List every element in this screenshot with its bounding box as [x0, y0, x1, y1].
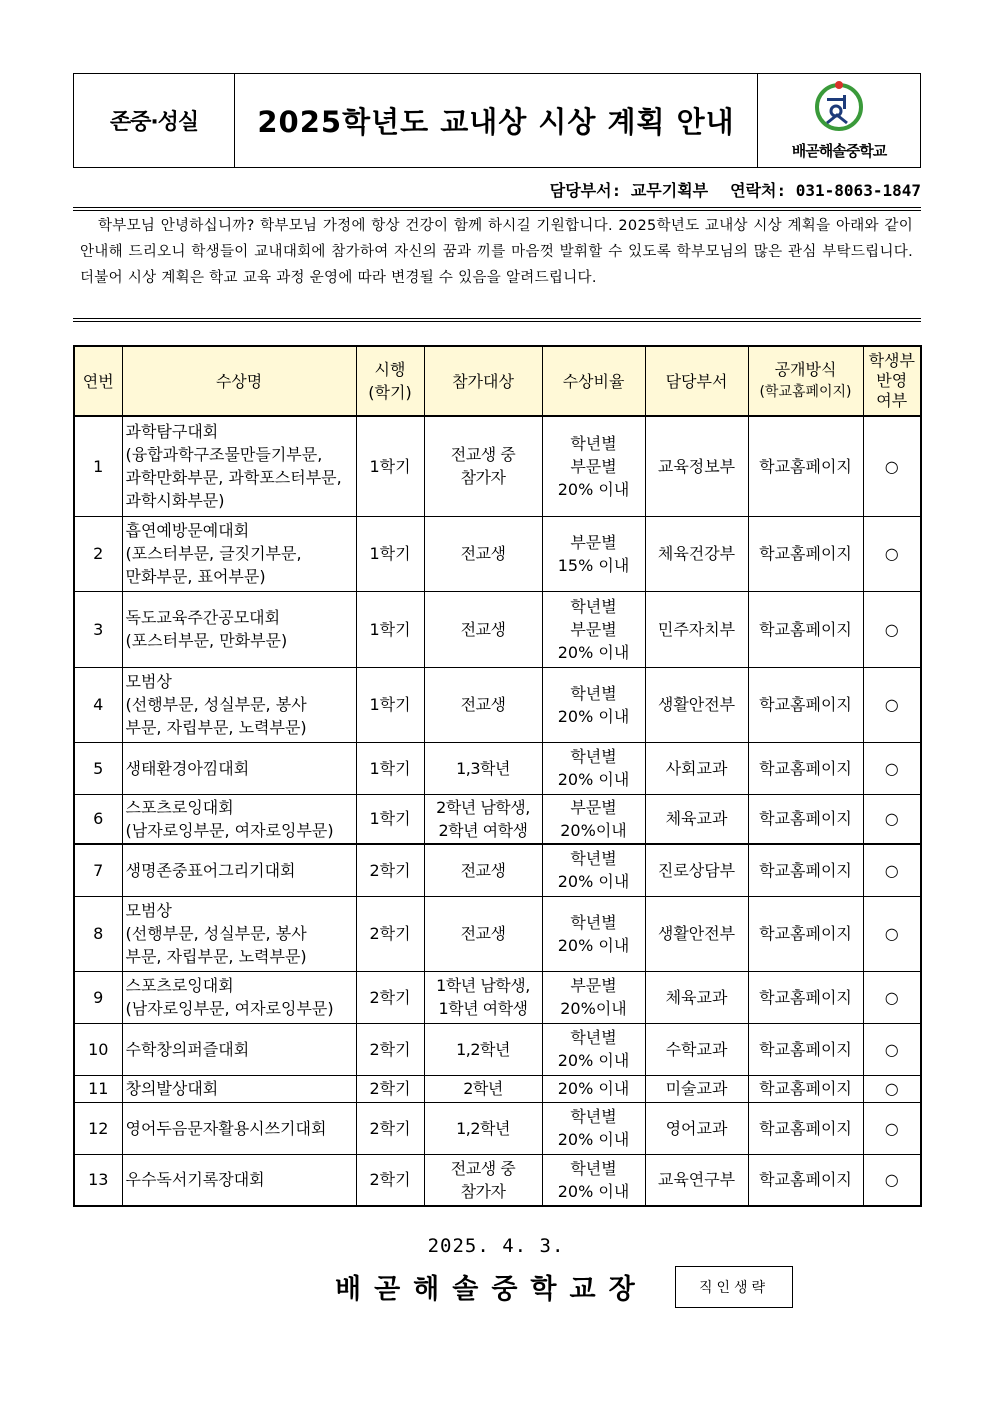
table-row: [74, 794, 921, 844]
cell-ratio-line: 20% 이내: [557, 770, 630, 789]
dept-label: 담당부서: 교무기획부: [549, 181, 709, 200]
cell-ratio-line: 20% 이내: [557, 872, 630, 892]
cell-method: 학교홈페이지: [748, 667, 863, 742]
cell-ratio: [542, 1154, 645, 1206]
cell-dept: 수학교과: [645, 1023, 748, 1075]
awards-table: [73, 345, 922, 1207]
cell-name: [122, 1102, 356, 1154]
cell-target: [424, 1102, 542, 1154]
cell-target: [424, 1075, 542, 1102]
cell-target: [424, 416, 542, 516]
school-logo: [757, 74, 920, 167]
cell-method: 학교홈페이지: [748, 1023, 863, 1075]
cell-semester: 2학기: [356, 1154, 424, 1206]
cell-name-line: (남자로잉부문, 여자로잉부문): [125, 999, 334, 1018]
principal-signature: 배곧해솔중학교장: [335, 1274, 648, 1305]
cell-ratio: [542, 416, 645, 516]
cell-name-line: 우수독서기록장대회: [125, 1170, 265, 1190]
col-header-semester: 시행 (학기): [356, 346, 424, 416]
cell-ratio: [542, 1102, 645, 1154]
cell-semester: 2학기: [356, 1075, 424, 1102]
cell-reflect: ○: [863, 516, 921, 591]
cell-ratio: [542, 844, 645, 896]
cell-dept: 체육교과: [645, 971, 748, 1023]
cell-target: [424, 667, 542, 742]
cell-dept: 진로상담부: [645, 844, 748, 896]
cell-reflect: ○: [863, 896, 921, 971]
cell-semester: 1학기: [356, 591, 424, 667]
cell-reflect: ○: [863, 667, 921, 742]
cell-target: [424, 1023, 542, 1075]
cell-name: [122, 591, 356, 667]
table-body: [74, 416, 921, 1206]
cell-name: [122, 1023, 356, 1075]
cell-name-line: 부문, 자립부문, 노력부문): [125, 718, 307, 737]
divider: [73, 207, 921, 208]
table-header-row: [74, 346, 921, 416]
divider: [73, 321, 921, 322]
table-row: [74, 591, 921, 667]
col-header-name: 수상명: [122, 346, 356, 416]
cell-target-line: 전교생: [460, 695, 506, 714]
col-header-reflect: 학생부 반영 여부: [863, 346, 921, 416]
table-row: [74, 1075, 921, 1102]
cell-target-line: 참가자: [460, 468, 506, 488]
cell-ratio-line: 학년별: [570, 849, 617, 869]
cell-target: [424, 1154, 542, 1206]
cell-method: 학교홈페이지: [748, 844, 863, 896]
cell-name: [122, 971, 356, 1023]
cell-name: [122, 516, 356, 591]
cell-ratio-line: 부문별: [570, 976, 617, 995]
header-box: [73, 73, 921, 168]
cell-ratio: [542, 1023, 645, 1075]
cell-target-line: 1학년 남학생,: [436, 976, 530, 995]
cell-semester: 2학기: [356, 1102, 424, 1154]
cell-dept: 교육연구부: [645, 1154, 748, 1206]
cell-no: 3: [74, 591, 122, 667]
cell-ratio-line: 학년별: [570, 912, 617, 932]
cell-no: 5: [74, 742, 122, 794]
cell-target-line: 2학년: [463, 1079, 503, 1098]
cell-reflect: ○: [863, 742, 921, 794]
cell-target-line: 1,3학년: [456, 758, 510, 778]
cell-reflect: ○: [863, 416, 921, 516]
cell-ratio-line: 학년별: [570, 596, 617, 616]
cell-name-line: 스포츠로잉대회: [125, 797, 234, 817]
cell-ratio-line: 학년별: [570, 1028, 617, 1047]
table-row: [74, 742, 921, 794]
cell-reflect: ○: [863, 844, 921, 896]
cell-ratio-line: 부문별: [570, 456, 617, 476]
cell-reflect: ○: [863, 794, 921, 844]
cell-ratio-line: 부문별: [570, 532, 617, 552]
school-logo-text: 배곧해솔중학교: [791, 141, 887, 160]
cell-name-line: 과학탐구대회: [125, 422, 219, 442]
cell-ratio-line: 20%이내: [560, 820, 627, 840]
cell-ratio-line: 20% 이내: [557, 1079, 630, 1098]
cell-ratio: [542, 591, 645, 667]
cell-no: 6: [74, 794, 122, 844]
cell-no: 9: [74, 971, 122, 1023]
cell-ratio-line: 부문별: [570, 797, 617, 817]
table-row: [74, 516, 921, 591]
cell-ratio-line: 학년별: [570, 433, 617, 453]
cell-name-line: (남자로잉부문, 여자로잉부문): [125, 820, 334, 840]
cell-target-line: 전교생: [460, 860, 506, 880]
cell-target-line: 1,2학년: [456, 1039, 510, 1059]
cell-ratio: [542, 1075, 645, 1102]
cell-target-line: 1학년 여학생: [438, 999, 528, 1018]
cell-target-line: 전교생 중: [450, 1158, 516, 1178]
contact-line: [550, 178, 921, 201]
cell-name-line: 생명존중표어그리기대회: [125, 860, 296, 880]
cell-semester: 1학기: [356, 516, 424, 591]
cell-dept: 사회교과: [645, 742, 748, 794]
cell-target: [424, 516, 542, 591]
cell-target-line: 1,2학년: [456, 1118, 510, 1138]
cell-name-line: 생태환경아낌대회: [125, 758, 250, 778]
cell-reflect: ○: [863, 971, 921, 1023]
cell-method: 학교홈페이지: [748, 1075, 863, 1102]
cell-name-line: 부문, 자립부문, 노력부문): [125, 947, 307, 966]
cell-reflect: ○: [863, 1023, 921, 1075]
cell-target-line: 전교생: [460, 619, 506, 639]
col-header-target: 참가대상: [424, 346, 542, 416]
cell-name-line: 영어두음문자활용시쓰기대회: [125, 1118, 327, 1138]
cell-method: 학교홈페이지: [748, 1102, 863, 1154]
cell-ratio-line: 20% 이내: [557, 706, 630, 726]
cell-no: 8: [74, 896, 122, 971]
cell-ratio-line: 학년별: [570, 1158, 617, 1178]
cell-dept: 영어교과: [645, 1102, 748, 1154]
cell-name-line: (포스터부문, 만화부문): [125, 631, 288, 650]
cell-no: 4: [74, 667, 122, 742]
cell-name: [122, 1075, 356, 1102]
cell-no: 2: [74, 516, 122, 591]
cell-ratio-line: 20% 이내: [557, 1051, 630, 1070]
cell-name-line: (포스터부문, 글짓기부문,: [125, 544, 302, 563]
cell-name-line: (융합과학구조물만들기부문,: [125, 445, 323, 465]
cell-method: 학교홈페이지: [748, 971, 863, 1023]
cell-no: 13: [74, 1154, 122, 1206]
cell-name-line: 흡연예방문예대회: [125, 521, 250, 540]
cell-name-line: (선행부문, 성실부문, 봉사: [125, 924, 307, 943]
cell-reflect: ○: [863, 591, 921, 667]
cell-semester: 2학기: [356, 1023, 424, 1075]
cell-ratio-line: 학년별: [570, 747, 617, 766]
cell-name-line: 창의발상대회: [125, 1079, 219, 1098]
cell-dept: 미술교과: [645, 1075, 748, 1102]
cell-reflect: ○: [863, 1154, 921, 1206]
cell-name: [122, 1154, 356, 1206]
table-row: [74, 1102, 921, 1154]
cell-ratio-line: 20% 이내: [557, 1130, 630, 1149]
cell-method: 학교홈페이지: [748, 416, 863, 516]
cell-ratio-line: 20%이내: [560, 999, 627, 1018]
school-emblem-icon: [807, 81, 871, 137]
cell-method: 학교홈페이지: [748, 742, 863, 794]
cell-no: 11: [74, 1075, 122, 1102]
cell-target: [424, 794, 542, 844]
cell-reflect: ○: [863, 1075, 921, 1102]
cell-method: 학교홈페이지: [748, 516, 863, 591]
cell-semester: 1학기: [356, 742, 424, 794]
cell-name-line: 만화부문, 표어부문): [125, 567, 266, 586]
table-row: [74, 896, 921, 971]
divider: [73, 318, 921, 319]
cell-dept: 체육교과: [645, 794, 748, 844]
cell-ratio-line: 20% 이내: [557, 935, 630, 955]
cell-ratio: [542, 971, 645, 1023]
cell-no: 10: [74, 1023, 122, 1075]
cell-semester: 2학기: [356, 896, 424, 971]
cell-name: [122, 416, 356, 516]
document-date: 2025. 4. 3.: [427, 1235, 565, 1257]
cell-ratio: [542, 896, 645, 971]
cell-target-line: 전교생: [460, 544, 506, 563]
table-row: [74, 1154, 921, 1206]
cell-target: [424, 844, 542, 896]
cell-no: 1: [74, 416, 122, 516]
table-row: [74, 667, 921, 742]
cell-semester: 1학기: [356, 416, 424, 516]
cell-target-line: 전교생: [460, 924, 506, 943]
cell-method: 학교홈페이지: [748, 1154, 863, 1206]
cell-semester: 2학기: [356, 971, 424, 1023]
col-header-no: 연번: [74, 346, 122, 416]
cell-ratio-line: 20% 이내: [557, 642, 630, 662]
cell-ratio-line: 학년별: [570, 1107, 617, 1126]
col-header-ratio: 수상비율: [542, 346, 645, 416]
table-row: [74, 1023, 921, 1075]
cell-name-line: 수학창의퍼즐대회: [125, 1039, 250, 1059]
cell-ratio-line: 20% 이내: [557, 1181, 630, 1201]
cell-name: [122, 844, 356, 896]
seal-box: 직인생략: [675, 1266, 793, 1308]
cell-name: [122, 667, 356, 742]
cell-name-line: 과학시화부문): [125, 491, 225, 511]
cell-name-line: (선행부문, 성실부문, 봉사: [125, 695, 307, 714]
cell-ratio-line: 20% 이내: [557, 479, 630, 499]
cell-no: 12: [74, 1102, 122, 1154]
cell-method: 학교홈페이지: [748, 794, 863, 844]
cell-target: [424, 971, 542, 1023]
cell-target: [424, 742, 542, 794]
cell-dept: 체육건강부: [645, 516, 748, 591]
cell-name: [122, 896, 356, 971]
cell-name-line: 과학만화부문, 과학포스터부문,: [125, 468, 342, 488]
cell-ratio-line: 15% 이내: [557, 555, 630, 575]
cell-ratio-line: 학년별: [570, 683, 617, 703]
col-header-dept: 담당부서: [645, 346, 748, 416]
cell-dept: 교육정보부: [645, 416, 748, 516]
cell-dept: 생활안전부: [645, 896, 748, 971]
cell-name-line: 독도교육주간공모대회: [125, 608, 281, 627]
cell-target: [424, 591, 542, 667]
cell-no: 7: [74, 844, 122, 896]
cell-target-line: 전교생 중: [450, 445, 516, 465]
cell-name-line: 스포츠로잉대회: [125, 976, 234, 995]
col-header-method: 공개방식 (학교홈페이지): [748, 346, 863, 416]
cell-method: 학교홈페이지: [748, 591, 863, 667]
cell-ratio: [542, 742, 645, 794]
phone-label: 연락처: 031-8063-1847: [730, 181, 921, 200]
cell-name-line: 모범상: [125, 901, 172, 920]
table-row: [74, 844, 921, 896]
divider: [73, 210, 921, 211]
table-row: [74, 971, 921, 1023]
page-title: 2025학년도 교내상 시상 계획 안내: [257, 105, 735, 139]
cell-name: [122, 742, 356, 794]
cell-ratio: [542, 667, 645, 742]
cell-semester: 1학기: [356, 794, 424, 844]
cell-semester: 1학기: [356, 667, 424, 742]
cell-ratio: [542, 794, 645, 844]
cell-target: [424, 896, 542, 971]
cell-reflect: ○: [863, 1102, 921, 1154]
cell-name-line: 모범상: [125, 672, 172, 691]
cell-semester: 2학기: [356, 844, 424, 896]
motto: 존중·성실: [74, 74, 235, 167]
intro-paragraph: 학부모님 안녕하십니까? 학부모님 가정에 항상 건강이 함께 하시길 기원합니다. 2025학년도 교내상 시상 계획을 아래와 같이 안내해 드리오니 학생들이 교내대회에 참가하여 자신의 꿈과 끼를 마음껏 발휘할 수 있도록 학부모님의 많은 관심 부탁드립니다. 더불어 시상 계획은 학교 교육 과정 운영에 따라 변경될 수 있음을 알려드립니다.: [80, 218, 913, 286]
cell-dept: 생활안전부: [645, 667, 748, 742]
cell-ratio: [542, 516, 645, 591]
cell-ratio-line: 부문별: [570, 619, 617, 639]
cell-method: 학교홈페이지: [748, 896, 863, 971]
cell-name: [122, 794, 356, 844]
cell-dept: 민주자치부: [645, 591, 748, 667]
table-row: [74, 416, 921, 516]
cell-target-line: 2학년 남학생,: [436, 797, 530, 817]
cell-target-line: 2학년 여학생: [438, 820, 528, 840]
cell-target-line: 참가자: [460, 1181, 506, 1201]
